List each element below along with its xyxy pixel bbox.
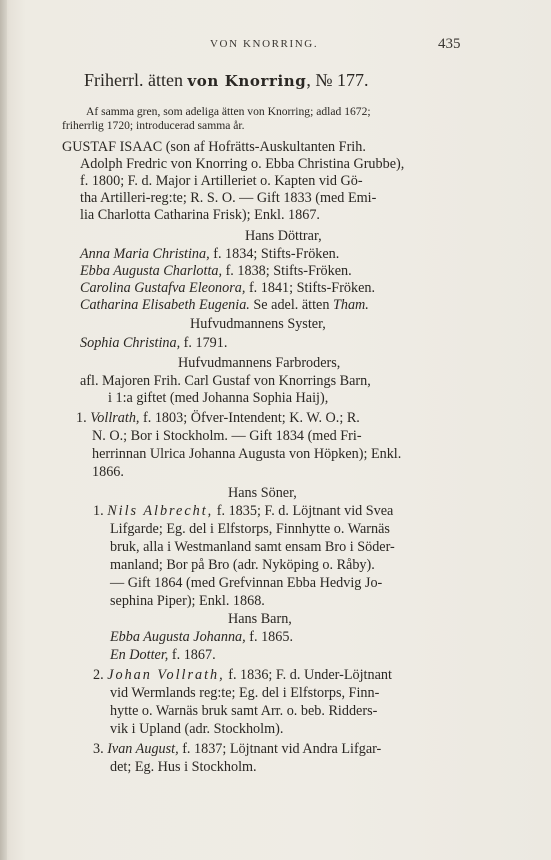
- sons-heading: Hans Söner,: [228, 485, 297, 501]
- page-number: 435: [438, 36, 461, 52]
- vollrath-line: 1866.: [92, 464, 124, 480]
- title-prefix: Friherrl. ätten: [84, 70, 183, 90]
- child-entry: Ebba Augusta Johanna, f. 1865.: [110, 629, 293, 645]
- daughter-entry: Carolina Gustafva Eleonora, f. 1841; Stifts-Fröken.: [80, 280, 376, 296]
- daughter-entry: Anna Maria Christina, f. 1834; Stifts-Fröken.: [80, 246, 340, 262]
- vollrath-line: herrinnan Ulrica Johanna Augusta von Höpken); Enkl.: [92, 446, 402, 462]
- page-gutter: [0, 0, 7, 860]
- nils-line: sephina Piper); Enkl. 1868.: [110, 593, 265, 609]
- vollrath-line: N. O.; Bor i Stockholm. — Gift 1834 (med Fri-: [92, 428, 362, 444]
- johan-entry: 2. Johan Vollrath, f. 1836; F. d. Under-Löjtnant: [93, 667, 392, 683]
- title-family-name: von Knorring: [187, 72, 307, 90]
- uncle-heading: Hufvudmannens Farbroders,: [178, 355, 341, 371]
- intro-line: Af samma gren, som adeliga ätten von Knorring; adlad 1672;: [86, 105, 371, 118]
- family-title: [84, 70, 504, 91]
- child-entry: En Dotter, f. 1867.: [110, 647, 216, 663]
- gustaf-line: Adolph Fredric von Knorring o. Ebba Christina Grubbe),: [80, 156, 405, 172]
- daughter-entry: Ebba Augusta Charlotta, f. 1838; Stifts-Fröken.: [80, 263, 352, 279]
- johan-line: hytte o. Warnäs bruk samt Arr. o. beb. Ridders-: [110, 703, 378, 719]
- running-head: VON KNORRING.: [210, 38, 319, 50]
- johan-line: vid Wermlands reg:te; Eg. del i Elfstorps, Finn-: [110, 685, 380, 701]
- gustaf-line: tha Artilleri-reg:te; R. S. O. — Gift 1833 (med Emi-: [80, 190, 377, 206]
- title-number: , № 177.: [306, 70, 369, 90]
- uncle-line: i 1:a giftet (med Johanna Sophia Haij),: [108, 390, 329, 406]
- vollrath-entry: 1. Vollrath, f. 1803; Öfver-Intendent; K. W. O.; R.: [76, 410, 360, 426]
- nils-line: Lifgarde; Eg. del i Elfstorps, Finnhytte o. Warnäs: [110, 521, 390, 537]
- daughters-heading: Hans Döttrar,: [245, 228, 322, 244]
- uncle-line: afl. Majoren Frih. Carl Gustaf von Knorrings Barn,: [80, 373, 371, 389]
- gustaf-line: GUSTAF ISAAC (son af Hofrätts-Auskultanten Frih.: [62, 139, 366, 155]
- gustaf-line: lia Charlotta Catharina Frisk); Enkl. 1867.: [80, 207, 320, 223]
- ivan-entry: 3. Ivan August, f. 1837; Löjtnant vid Andra Lifgar-: [93, 741, 382, 757]
- ivan-line: det; Eg. Hus i Stockholm.: [110, 759, 257, 775]
- children-heading: Hans Barn,: [228, 611, 292, 627]
- johan-line: vik i Upland (adr. Stockholm).: [110, 721, 284, 737]
- nils-line: bruk, alla i Westmanland samt ensam Bro i Söder-: [110, 539, 395, 555]
- sister-entry: Sophia Christina, f. 1791.: [80, 335, 228, 351]
- nils-line: — Gift 1864 (med Grefvinnan Ebba Hedvig Jo-: [110, 575, 383, 591]
- intro-line: friherrlig 1720; introducerad samma år.: [62, 119, 245, 132]
- nils-entry: 1. Nils Albrecht, f. 1835; F. d. Löjtnant vid Svea: [93, 503, 394, 519]
- nils-line: manland; Bor på Bro (adr. Nyköping o. Råby).: [110, 557, 375, 573]
- sister-heading: Hufvudmannens Syster,: [190, 316, 326, 332]
- gustaf-line: f. 1800; F. d. Major i Artilleriet o. Kapten vid Gö-: [80, 173, 363, 189]
- daughter-entry: Catharina Elisabeth Eugenia. Se adel. ätten Tham.: [80, 297, 369, 313]
- page-header: [0, 36, 551, 54]
